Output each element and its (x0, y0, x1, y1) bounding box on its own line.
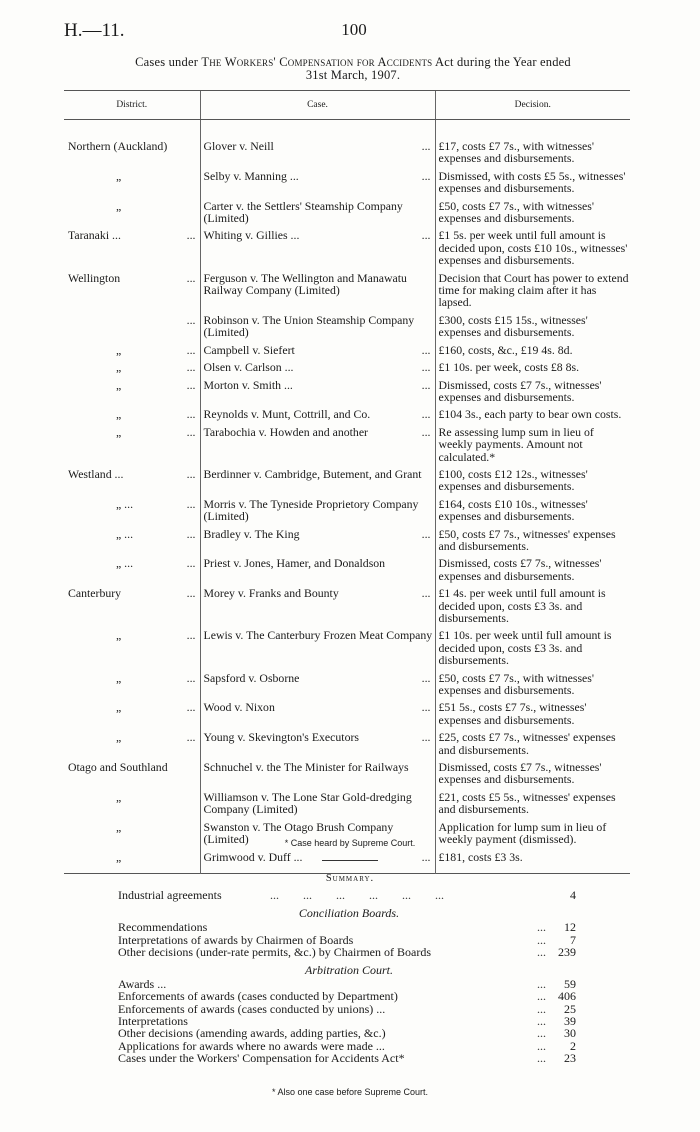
case-cell (200, 165, 435, 195)
district-name: „ ... (116, 526, 134, 541)
district-name: „ (116, 730, 122, 745)
summary-block (118, 889, 580, 1064)
case-cell (200, 356, 435, 373)
table-row (64, 374, 630, 404)
district-cell (64, 582, 200, 624)
summary-label: Industrial agreements (118, 888, 222, 902)
case-cell (200, 195, 435, 225)
table-row (64, 696, 630, 726)
column-header-decision: Decision. (435, 91, 630, 120)
decision-text: £17, costs £7 7s., with witnesses' expenses and disbursements. (438, 139, 594, 166)
leader-dots: ... (186, 526, 196, 541)
case-name: Glover v. Neill (203, 139, 274, 153)
table-row (64, 463, 630, 493)
leader-dots: ... (537, 977, 546, 992)
decision-text: £100, costs £12 12s., witnesses' expenses and disbursements. (438, 466, 588, 494)
decision-cell (435, 403, 630, 420)
district-cell (64, 696, 200, 726)
district-name: Westland ... (68, 466, 124, 481)
district-name: „ (116, 424, 122, 439)
leader-dots: ... (186, 556, 196, 571)
decision-text: Re assessing lump sum in lieu of weekly payments. Amount not calculated.* (438, 424, 594, 464)
case-name: Tarabochia v. Howden and another (203, 424, 368, 439)
case-cell (200, 756, 435, 786)
case-name: Morton v. Smith ... (203, 377, 293, 392)
table-title (64, 56, 642, 82)
case-cell (200, 421, 435, 463)
case-name: Sapsford v. Osborne (203, 670, 300, 685)
table-row (64, 667, 630, 697)
decision-text: £21, costs £5 5s., witnesses' expenses and disbursements. (438, 789, 616, 817)
table-row (64, 421, 630, 463)
district-cell (64, 523, 200, 553)
decision-cell (435, 421, 630, 463)
summary-value: 2 (570, 1038, 576, 1053)
leader-dots: ... (186, 496, 196, 511)
leader-dots: ... (421, 424, 431, 439)
decision-text: Dismissed, costs £7 7s., witnesses' expenses and disbursements. (438, 760, 602, 787)
decision-cell (435, 195, 630, 225)
leader-dots: ... (186, 360, 196, 375)
leader-dots: ... (186, 407, 196, 422)
case-cell (200, 552, 435, 582)
district-name: „ ... (116, 496, 134, 511)
case-name: Carter v. the Settlers' Steamship Company (Limited) (203, 198, 403, 226)
page-number: 100 (341, 20, 367, 39)
conciliation-heading: Conciliation Boards. (298, 906, 400, 921)
district-cell (64, 224, 200, 266)
document-reference: H.—11. (64, 20, 125, 41)
district-name: „ (116, 342, 122, 357)
table-row (64, 309, 630, 339)
district-name: Taranaki ... (68, 228, 121, 243)
district-cell (64, 165, 200, 195)
case-name: Whiting v. Gillies ... (203, 228, 300, 243)
decision-cell (435, 493, 630, 523)
decision-cell (435, 667, 630, 697)
decision-cell (435, 463, 630, 493)
leader-dots: ... (186, 270, 196, 285)
section-divider (322, 860, 378, 861)
case-cell (200, 493, 435, 523)
leader-dots: ... (537, 1014, 546, 1029)
summary-label: Recommendations (118, 920, 208, 935)
leader-dots: ... (537, 1050, 546, 1065)
case-name: Reynolds v. Munt, Cottrill, and Co. (203, 407, 371, 422)
case-cell (200, 726, 435, 756)
cases-footnote: * Case heard by Supreme Court. (284, 838, 416, 848)
decision-cell (435, 696, 630, 726)
district-cell (64, 786, 200, 816)
case-cell (200, 786, 435, 816)
decision-text: £1 10s. per week, costs £8 8s. (438, 360, 580, 375)
case-cell (200, 582, 435, 624)
cases-table-body (64, 120, 630, 874)
district-cell (64, 403, 200, 420)
leader-dots: ... (421, 730, 431, 745)
decision-cell (435, 356, 630, 373)
case-name: Olsen v. Carlson ... (203, 360, 294, 375)
summary-label: Interpretations of awards by Chairmen of Boards (118, 932, 354, 947)
district-name: „ (116, 819, 122, 834)
case-cell (200, 667, 435, 697)
district-name: Northern (Auckland) (68, 139, 168, 153)
leader-dots: ... (186, 342, 196, 357)
decision-cell (435, 523, 630, 553)
district-cell (64, 624, 200, 666)
leader-dots: ... ... ... ... ... ... (270, 888, 444, 902)
district-name: „ (116, 360, 122, 375)
case-name: Schnuchel v. the The Minister for Railways (203, 760, 409, 775)
district-name: „ (116, 628, 122, 643)
leader-dots: ... (186, 312, 196, 327)
decision-text: £51 5s., costs £7 7s., witnesses' expenses and disbursements. (438, 700, 587, 727)
district-name: „ (116, 789, 122, 804)
decision-text: £104 3s., each party to bear own costs. (438, 407, 622, 422)
case-cell (200, 523, 435, 553)
summary-value: 59 (564, 977, 576, 992)
decision-cell (435, 120, 630, 165)
district-cell (64, 374, 200, 404)
case-name: Bradley v. The King (203, 526, 300, 541)
summary-value: 12 (564, 920, 576, 935)
summary-label: Applications for awards where no awards were made ... (118, 1038, 385, 1053)
leader-dots: ... (421, 228, 431, 243)
district-cell (64, 846, 200, 874)
case-name: Young v. Skevington's Executors (203, 730, 359, 745)
district-cell (64, 493, 200, 523)
leader-dots: ... (537, 920, 546, 935)
district-name: „ (116, 700, 122, 715)
leader-dots: ... (421, 139, 431, 153)
table-row (64, 267, 630, 309)
leader-dots: ... (186, 700, 196, 715)
summary-row (118, 1052, 580, 1064)
case-name: Swanston v. The Otago Brush Company (Limited) (203, 819, 394, 847)
cases-table (64, 90, 630, 874)
decision-text: £50, costs £7 7s., with witnesses' expenses and disbursements. (438, 198, 594, 226)
district-cell (64, 756, 200, 786)
table-row (64, 523, 630, 553)
summary-label: Other decisions (amending awards, adding parties, &c.) (118, 1026, 386, 1041)
summary-label: Enforcements of awards (cases conducted by unions) ... (118, 1001, 386, 1016)
case-name: Berdinner v. Cambridge, Butement, and Grant (203, 466, 422, 481)
summary-value: 239 (558, 944, 576, 959)
district-name: „ (116, 198, 122, 213)
decision-cell (435, 374, 630, 404)
decision-text: £160, costs, &c., £19 4s. 8d. (438, 342, 573, 357)
decision-text: Decision that Court has power to extend time for making claim after it has lapsed. (438, 270, 629, 310)
column-header-case: Case. (200, 91, 435, 120)
summary-value: 30 (564, 1026, 576, 1041)
case-name: Morey v. Franks and Bounty (203, 586, 339, 601)
table-row (64, 224, 630, 266)
summary-value: 7 (570, 932, 576, 947)
decision-text: £164, costs £10 10s., witnesses' expenses and disbursements. (438, 496, 588, 524)
title-date: 31st March, 1907. (305, 68, 401, 82)
district-name: Otago and Southland (68, 760, 168, 775)
table-row (64, 552, 630, 582)
decision-cell (435, 726, 630, 756)
case-name: Williamson v. The Lone Star Gold-dredging Company (Limited) (203, 789, 412, 817)
summary-row-industrial (118, 889, 580, 901)
decision-cell (435, 267, 630, 309)
district-cell (64, 195, 200, 225)
arbitration-heading: Arbitration Court. (304, 963, 393, 978)
decision-text: £50, costs £7 7s., with witnesses' expenses and disbursements. (438, 670, 594, 698)
case-name: Selby v. Manning ... (203, 168, 299, 183)
table-row (64, 165, 630, 195)
district-cell (64, 667, 200, 697)
decision-text: £25, costs £7 7s., witnesses' expenses and disbursements. (438, 730, 616, 757)
page-header (64, 20, 644, 40)
leader-dots: ... (421, 849, 431, 864)
decision-text: £1 5s. per week until full amount is decided upon, costs £10 10s., witnesses' expenses and disbursements. (438, 228, 628, 268)
district-cell (64, 339, 200, 356)
decision-text: Dismissed, with costs £5 5s., witnesses' expenses and disbursements. (438, 168, 626, 196)
district-cell (64, 421, 200, 463)
summary-title: Summary. (325, 873, 375, 884)
district-name: Wellington (68, 270, 121, 285)
case-cell (200, 846, 435, 874)
leader-dots: ... (421, 377, 431, 392)
table-row (64, 339, 630, 356)
summary-row (118, 1027, 580, 1039)
case-cell (200, 224, 435, 266)
district-cell (64, 356, 200, 373)
leader-dots: ... (186, 466, 196, 481)
district-name: „ (116, 377, 122, 392)
decision-cell (435, 339, 630, 356)
district-cell (64, 309, 200, 339)
leader-dots: ... (421, 526, 431, 541)
decision-cell (435, 624, 630, 666)
decision-cell (435, 224, 630, 266)
title-act-name: The Workers' Compensation for Accidents (201, 55, 433, 69)
leader-dots: ... (537, 944, 546, 959)
summary-footnote: * Also one case before Supreme Court. (271, 1087, 429, 1097)
decision-text: £50, costs £7 7s., witnesses' expenses and disbursements. (438, 526, 616, 553)
district-name: „ (116, 849, 122, 864)
leader-dots: ... (186, 730, 196, 745)
summary-value: 4 (570, 888, 576, 902)
decision-text: £181, costs £3 3s. (438, 849, 523, 864)
leader-dots: ... (537, 1026, 546, 1041)
district-name: Canterbury (68, 586, 122, 601)
summary-row (118, 990, 580, 1002)
decision-cell (435, 846, 630, 874)
decision-text: £1 4s. per week until full amount is decided upon, costs £3 3s. and disbursements. (438, 586, 606, 625)
summary-label: Other decisions (under-rate permits, &c.) by Chairmen of Boards (118, 944, 432, 959)
table-row (64, 120, 630, 165)
leader-dots: ... (537, 932, 546, 947)
district-name: „ (116, 168, 122, 183)
table-row (64, 356, 630, 373)
table-row (64, 493, 630, 523)
table-row (64, 786, 630, 816)
summary-label: Cases under the Workers' Compensation for Accidents Act* (118, 1050, 405, 1065)
title-pre: Cases under (135, 55, 202, 69)
leader-dots: ... (186, 228, 196, 243)
district-name: „ (116, 407, 122, 422)
leader-dots: ... (421, 700, 431, 715)
leader-dots: ... (186, 377, 196, 392)
summary-label: Awards ... (118, 977, 167, 992)
leader-dots: ... (421, 586, 431, 601)
summary-row (118, 921, 580, 933)
summary-label: Interpretations (118, 1014, 188, 1029)
leader-dots: ... (421, 360, 431, 375)
case-name: Wood v. Nixon (203, 700, 275, 715)
conciliation-list (118, 921, 580, 958)
table-row (64, 624, 630, 666)
leader-dots: ... (537, 1001, 546, 1016)
summary-label: Enforcements of awards (cases conducted by Department) (118, 989, 398, 1004)
case-name: Lewis v. The Canterbury Frozen Meat Company (203, 628, 433, 643)
district-cell (64, 552, 200, 582)
case-cell (200, 696, 435, 726)
district-cell (64, 267, 200, 309)
decision-text: Application for lump sum in lieu of weekly payment (dismissed). (438, 819, 607, 847)
district-name: „ ... (116, 556, 134, 571)
leader-dots: ... (186, 424, 196, 439)
district-cell (64, 120, 200, 165)
district-cell (64, 463, 200, 493)
summary-value: 25 (564, 1001, 576, 1016)
decision-cell (435, 552, 630, 582)
leader-dots: ... (186, 586, 196, 601)
case-cell (200, 403, 435, 420)
table-row (64, 195, 630, 225)
decision-cell (435, 756, 630, 786)
case-cell (200, 463, 435, 493)
decision-cell (435, 786, 630, 816)
decision-cell (435, 165, 630, 195)
case-cell (200, 374, 435, 404)
summary-value: 23 (564, 1050, 576, 1065)
table-row (64, 403, 630, 420)
cases-table-wrapper (64, 90, 630, 874)
table-header-row (64, 91, 630, 120)
summary-value: 406 (558, 989, 576, 1004)
leader-dots: ... (421, 670, 431, 685)
case-cell (200, 267, 435, 309)
case-name: Morris v. The Tyneside Proprietory Company (Limited) (203, 496, 419, 524)
table-row (64, 756, 630, 786)
leader-dots: ... (421, 168, 431, 183)
table-row (64, 582, 630, 624)
leader-dots: ... (537, 1038, 546, 1053)
leader-dots: ... (186, 670, 196, 685)
case-name: Grimwood v. Duff ... (203, 849, 303, 864)
district-cell (64, 726, 200, 756)
summary-row (118, 946, 580, 958)
decision-cell (435, 582, 630, 624)
leader-dots: ... (421, 342, 431, 357)
summary-value: 39 (564, 1014, 576, 1029)
case-cell (200, 339, 435, 356)
case-cell (200, 624, 435, 666)
leader-dots: ... (421, 407, 431, 422)
decision-text: £300, costs £15 15s., witnesses' expenses and disbursements. (438, 312, 588, 340)
decision-text: Dismissed, costs £7 7s., witnesses' expenses and disbursements. (438, 377, 602, 404)
case-name: Ferguson v. The Wellington and Manawatu Railway Company (Limited) (203, 270, 407, 298)
decision-text: Dismissed, costs £7 7s., witnesses' expenses and disbursements. (438, 556, 602, 583)
case-cell (200, 120, 435, 165)
column-header-district: District. (64, 91, 200, 120)
leader-dots: ... (186, 628, 196, 643)
case-cell (200, 309, 435, 339)
decision-text: £1 10s. per week until full amount is decided upon, costs £3 3s. and disbursements. (438, 628, 612, 668)
district-name: „ (116, 670, 122, 685)
case-name: Campbell v. Siefert (203, 342, 295, 357)
case-name: Robinson v. The Union Steamship Company (Limited) (203, 312, 415, 340)
decision-cell (435, 309, 630, 339)
table-row (64, 726, 630, 756)
leader-dots: ... (537, 989, 546, 1004)
case-name: Priest v. Jones, Hamer, and Donaldson (203, 556, 386, 571)
arbitration-list (118, 978, 580, 1064)
title-post: Act during the Year ended (432, 55, 571, 69)
